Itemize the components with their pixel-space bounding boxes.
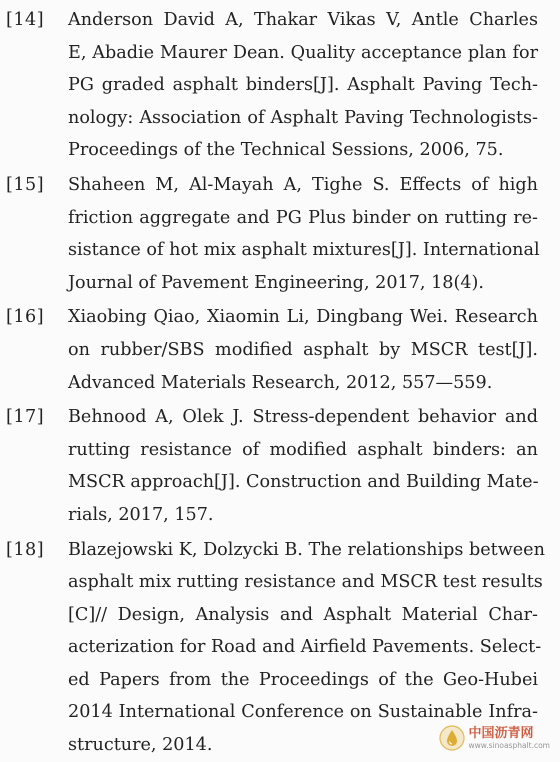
reference-line: Journal of Pavement Engineering, 2017, 18(4). bbox=[68, 272, 484, 293]
reference-line: sistance of hot mix asphalt mixtures[J]. International bbox=[68, 240, 540, 261]
reference-line: Advanced Materials Research, 2012, 557—559. bbox=[68, 372, 493, 393]
reference-number: [16] bbox=[6, 307, 45, 328]
reference-line: Shaheen M, Al-Mayah A, Tighe S. Effects of high bbox=[68, 174, 538, 195]
reference-line: Proceedings of the Technical Sessions, 2006, 75. bbox=[68, 140, 504, 161]
reference-14 bbox=[6, 4, 538, 167]
reference-line: Blazejowski K, Dolzycki B. The relationships between bbox=[68, 539, 545, 560]
watermark-text bbox=[469, 727, 550, 750]
reference-line: Xiaobing Qiao, Xiaomin Li, Dingbang Wei. Research bbox=[68, 307, 538, 328]
reference-line: Anderson David A, Thakar Vikas V, Antle Charles bbox=[68, 10, 538, 30]
reference-line: friction aggregate and PG Plus binder on rutting re- bbox=[68, 207, 538, 228]
watermark bbox=[439, 725, 550, 751]
reference-number: [14] bbox=[6, 10, 45, 30]
reference-number: [15] bbox=[6, 174, 45, 195]
reference-text bbox=[68, 4, 538, 167]
watermark-url: www.sinoasphalt.com bbox=[468, 740, 550, 750]
reference-line: [C]// Design, Analysis and Asphalt Material Char- bbox=[68, 604, 538, 625]
reference-text bbox=[68, 301, 538, 399]
reference-line: MSCR approach[J]. Construction and Building Mate- bbox=[68, 472, 539, 493]
reference-line: acterization for Road and Airfield Pavements. Select- bbox=[68, 637, 542, 658]
reference-line: E, Abadie Maurer Dean. Quality acceptance plan for bbox=[68, 42, 538, 63]
asphalt-droplet-logo-icon bbox=[439, 725, 465, 751]
reference-text bbox=[68, 169, 538, 299]
reference-line: Behnood A, Olek J. Stress-dependent behavior and bbox=[68, 407, 538, 428]
reference-line: rials, 2017, 157. bbox=[68, 504, 214, 525]
watermark-title: 中国沥青网 bbox=[468, 725, 534, 741]
reference-16 bbox=[6, 301, 538, 399]
reference-number: [17] bbox=[6, 407, 45, 428]
reference-line: structure, 2014. bbox=[68, 735, 213, 756]
reference-line: asphalt mix rutting resistance and MSCR test results bbox=[68, 572, 543, 593]
reference-line: on rubber/SBS modified asphalt by MSCR test[J]. bbox=[68, 339, 538, 360]
reference-17 bbox=[6, 401, 538, 531]
reference-line: rutting resistance of modified asphalt binders: an bbox=[68, 439, 538, 460]
reference-line: 2014 International Conference on Sustainable Infra- bbox=[68, 702, 538, 723]
reference-line: nology: Association of Asphalt Paving Technologists- bbox=[68, 107, 538, 128]
reference-15 bbox=[6, 169, 538, 299]
reference-line: ed Papers from the Proceedings of the Geo-Hubei bbox=[68, 669, 538, 690]
reference-line: PG graded asphalt binders[J]. Asphalt Paving Tech- bbox=[68, 75, 538, 96]
reference-number: [18] bbox=[6, 539, 45, 560]
reference-text bbox=[68, 401, 538, 531]
